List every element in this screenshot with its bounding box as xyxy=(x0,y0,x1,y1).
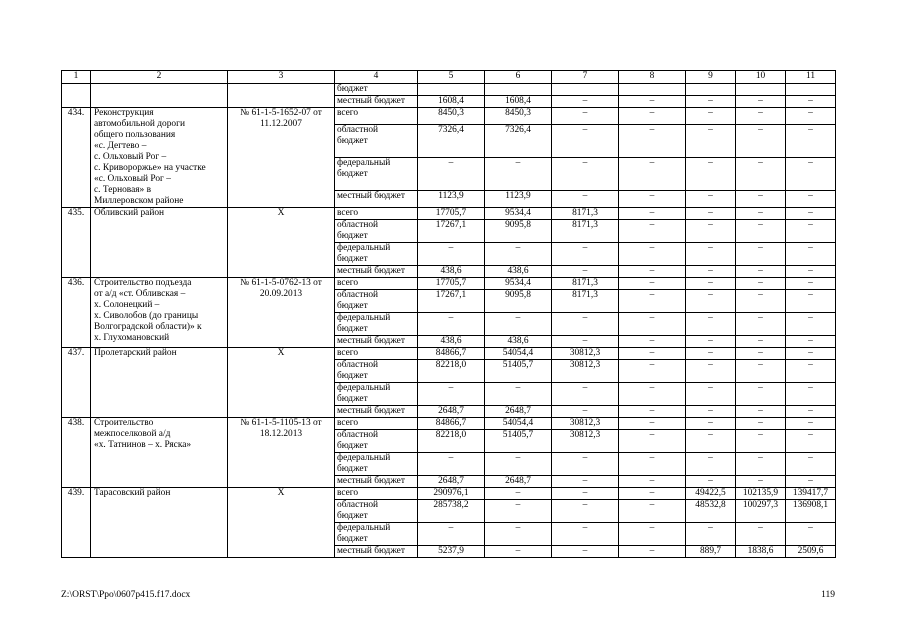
value-cell: – xyxy=(786,348,836,360)
value-cell: – xyxy=(786,336,836,348)
value-cell: – xyxy=(736,476,786,488)
row-number-cell: 436. xyxy=(62,278,91,348)
value-cell: 2648,7 xyxy=(485,406,552,418)
value-cell: 8171,3 xyxy=(552,278,619,290)
object-name-cell: Реконструкция автомобильной дороги общего пользования «с. Дегтево – с. Ольховый Рог – с. Кривороржье» на участке «с. Ольховый Рог – с. Терновая» в Миллеровском районе xyxy=(91,108,228,208)
value-cell: 8171,3 xyxy=(552,208,619,220)
value-cell: 8450,3 xyxy=(418,108,485,125)
value-cell: – xyxy=(619,266,686,278)
value-cell: – xyxy=(418,383,485,406)
value-cell: – xyxy=(736,266,786,278)
value-cell: – xyxy=(786,523,836,546)
value-cell: – xyxy=(485,500,552,523)
value-cell: 2509,6 xyxy=(786,546,836,558)
row-number-cell xyxy=(62,84,91,108)
funding-source-cell: бюджет xyxy=(335,84,418,96)
value-cell: – xyxy=(786,220,836,243)
value-cell: – xyxy=(686,243,736,266)
value-cell: – xyxy=(786,383,836,406)
value-cell: – xyxy=(552,266,619,278)
page-number: 119 xyxy=(821,590,835,600)
value-cell: 285738,2 xyxy=(418,500,485,523)
table-row xyxy=(62,348,836,360)
document-cell: № 61-1-5-0762-13 от 20.09.2013 xyxy=(228,278,335,348)
value-cell: – xyxy=(736,336,786,348)
value-cell: – xyxy=(736,108,786,125)
value-cell: – xyxy=(552,488,619,500)
value-cell: – xyxy=(552,108,619,125)
object-name-cell xyxy=(91,84,228,108)
value-cell: – xyxy=(619,453,686,476)
value-cell: – xyxy=(786,476,836,488)
value-cell: – xyxy=(619,290,686,313)
document-cell: Х xyxy=(228,208,335,278)
value-cell: – xyxy=(619,278,686,290)
funding-source-cell: местный бюджет xyxy=(335,546,418,558)
value-cell: – xyxy=(786,406,836,418)
value-cell: – xyxy=(619,406,686,418)
value-cell: – xyxy=(619,243,686,266)
value-cell: 5237,9 xyxy=(418,546,485,558)
value-cell: – xyxy=(619,523,686,546)
value-cell: 30812,3 xyxy=(552,360,619,383)
value-cell: 54054,4 xyxy=(485,418,552,430)
value-cell: 8450,3 xyxy=(485,108,552,125)
value-cell: 1123,9 xyxy=(418,190,485,207)
object-name-cell: Пролетарский район xyxy=(91,348,228,418)
value-cell: – xyxy=(786,125,836,158)
value-cell: 438,6 xyxy=(485,266,552,278)
value-cell: – xyxy=(736,430,786,453)
value-cell: – xyxy=(418,523,485,546)
value-cell: – xyxy=(552,383,619,406)
value-cell: 51405,7 xyxy=(485,360,552,383)
value-cell: – xyxy=(736,360,786,383)
value-cell: – xyxy=(686,418,736,430)
value-cell: – xyxy=(686,476,736,488)
column-number-header: 11 xyxy=(786,71,836,84)
value-cell: – xyxy=(418,243,485,266)
table-row xyxy=(62,108,836,125)
value-cell: – xyxy=(619,476,686,488)
value-cell: 136908,1 xyxy=(786,500,836,523)
value-cell: 54054,4 xyxy=(485,348,552,360)
object-name-cell: Тарасовский район xyxy=(91,488,228,558)
value-cell: – xyxy=(786,108,836,125)
value-cell: – xyxy=(736,190,786,207)
value-cell: – xyxy=(736,290,786,313)
value-cell: – xyxy=(686,266,736,278)
value-cell: 17267,1 xyxy=(418,220,485,243)
value-cell: – xyxy=(736,243,786,266)
row-number-cell: 435. xyxy=(62,208,91,278)
value-cell: – xyxy=(552,190,619,207)
funding-source-cell: областной бюджет xyxy=(335,500,418,523)
value-cell: 9095,8 xyxy=(485,290,552,313)
funding-source-cell: федеральный бюджет xyxy=(335,453,418,476)
value-cell: 1123,9 xyxy=(485,190,552,207)
value-cell: 438,6 xyxy=(418,336,485,348)
value-cell: 9095,8 xyxy=(485,220,552,243)
value-cell: 49422,5 xyxy=(686,488,736,500)
table-row xyxy=(62,418,836,430)
object-name-cell: Строительство межпоселковой а/д «х. Татнинов – х. Ряска» xyxy=(91,418,228,488)
funding-source-cell: всего xyxy=(335,278,418,290)
value-cell: 7326,4 xyxy=(485,125,552,158)
funding-source-cell: федеральный бюджет xyxy=(335,383,418,406)
value-cell: – xyxy=(686,157,736,190)
object-name-cell: Строительство подъезда от а/д «ст. Обливская – х. Солонецкий – х. Сиволобов (до границы Волгоградской области)» к х. Глухомановский xyxy=(91,278,228,348)
value-cell: – xyxy=(786,453,836,476)
value-cell: – xyxy=(736,523,786,546)
value-cell: – xyxy=(552,313,619,336)
value-cell: 102135,9 xyxy=(736,488,786,500)
value-cell: – xyxy=(736,383,786,406)
value-cell: – xyxy=(619,546,686,558)
value-cell: – xyxy=(786,278,836,290)
row-number-cell: 437. xyxy=(62,348,91,418)
funding-source-cell: местный бюджет xyxy=(335,336,418,348)
value-cell: – xyxy=(686,313,736,336)
value-cell: 30812,3 xyxy=(552,418,619,430)
value-cell: – xyxy=(552,96,619,108)
funding-source-cell: областной бюджет xyxy=(335,220,418,243)
funding-source-cell: местный бюджет xyxy=(335,96,418,108)
value-cell: – xyxy=(686,383,736,406)
column-number-header: 8 xyxy=(619,71,686,84)
value-cell: – xyxy=(485,383,552,406)
value-cell: – xyxy=(736,418,786,430)
value-cell: 8171,3 xyxy=(552,220,619,243)
value-cell: 84866,7 xyxy=(418,418,485,430)
value-cell: – xyxy=(736,125,786,158)
value-cell: 2648,7 xyxy=(418,476,485,488)
value-cell: – xyxy=(619,500,686,523)
value-cell: – xyxy=(686,96,736,108)
value-cell: – xyxy=(686,220,736,243)
document-cell: Х xyxy=(228,348,335,418)
value-cell: 8171,3 xyxy=(552,290,619,313)
column-number-header: 2 xyxy=(91,71,228,84)
column-number-header: 7 xyxy=(552,71,619,84)
value-cell: 1608,4 xyxy=(485,96,552,108)
value-cell: – xyxy=(552,546,619,558)
value-cell: – xyxy=(619,383,686,406)
value-cell xyxy=(686,84,736,96)
funding-source-cell: федеральный бюджет xyxy=(335,157,418,190)
value-cell: 17267,1 xyxy=(418,290,485,313)
value-cell: 1838,6 xyxy=(736,546,786,558)
column-number-header: 3 xyxy=(228,71,335,84)
value-cell: 1608,4 xyxy=(418,96,485,108)
table-row xyxy=(62,488,836,500)
header-row xyxy=(62,71,836,84)
value-cell: – xyxy=(485,313,552,336)
column-number-header: 1 xyxy=(62,71,91,84)
value-cell: – xyxy=(485,157,552,190)
value-cell: – xyxy=(619,336,686,348)
value-cell: – xyxy=(619,125,686,158)
value-cell: 30812,3 xyxy=(552,348,619,360)
value-cell: – xyxy=(686,290,736,313)
value-cell: – xyxy=(418,157,485,190)
value-cell: – xyxy=(552,523,619,546)
value-cell: 9534,4 xyxy=(485,278,552,290)
value-cell: – xyxy=(686,190,736,207)
row-number-cell: 434. xyxy=(62,108,91,208)
value-cell: – xyxy=(619,208,686,220)
funding-source-cell: всего xyxy=(335,348,418,360)
budget-table xyxy=(61,70,836,558)
document-cell: № 61-1-5-1105-13 от 18.12.2013 xyxy=(228,418,335,488)
column-number-header: 4 xyxy=(335,71,418,84)
funding-source-cell: всего xyxy=(335,488,418,500)
value-cell: – xyxy=(485,546,552,558)
document-cell: Х xyxy=(228,488,335,558)
value-cell: – xyxy=(736,157,786,190)
value-cell xyxy=(786,84,836,96)
value-cell: – xyxy=(686,360,736,383)
value-cell: 9534,4 xyxy=(485,208,552,220)
value-cell: – xyxy=(619,430,686,453)
value-cell: – xyxy=(686,336,736,348)
column-number-header: 10 xyxy=(736,71,786,84)
value-cell: – xyxy=(736,453,786,476)
value-cell: – xyxy=(552,157,619,190)
column-number-header: 6 xyxy=(485,71,552,84)
value-cell: – xyxy=(619,157,686,190)
value-cell: – xyxy=(736,348,786,360)
funding-source-cell: федеральный бюджет xyxy=(335,523,418,546)
value-cell: – xyxy=(736,406,786,418)
funding-source-cell: федеральный бюджет xyxy=(335,243,418,266)
object-name-cell: Обливский район xyxy=(91,208,228,278)
value-cell xyxy=(619,84,686,96)
value-cell: – xyxy=(418,453,485,476)
value-cell xyxy=(418,84,485,96)
value-cell: 2648,7 xyxy=(485,476,552,488)
value-cell: – xyxy=(485,523,552,546)
value-cell: – xyxy=(485,488,552,500)
footer-file-path: Z:\ORST\Ppo\0607p415.f17.docx xyxy=(61,590,191,600)
value-cell: – xyxy=(786,313,836,336)
value-cell: – xyxy=(619,313,686,336)
row-number-cell: 438. xyxy=(62,418,91,488)
value-cell: – xyxy=(786,243,836,266)
value-cell: – xyxy=(736,208,786,220)
table-row xyxy=(62,278,836,290)
value-cell: 17705,7 xyxy=(418,278,485,290)
value-cell: 82218,0 xyxy=(418,430,485,453)
value-cell: – xyxy=(619,190,686,207)
value-cell xyxy=(552,84,619,96)
value-cell: – xyxy=(619,348,686,360)
value-cell: 2648,7 xyxy=(418,406,485,418)
value-cell: – xyxy=(786,430,836,453)
value-cell: – xyxy=(619,108,686,125)
funding-source-cell: местный бюджет xyxy=(335,190,418,207)
value-cell: – xyxy=(786,190,836,207)
value-cell: – xyxy=(552,243,619,266)
funding-source-cell: областной бюджет xyxy=(335,125,418,158)
value-cell: 438,6 xyxy=(418,266,485,278)
column-number-header: 9 xyxy=(686,71,736,84)
funding-source-cell: областной бюджет xyxy=(335,360,418,383)
funding-source-cell: всего xyxy=(335,108,418,125)
value-cell xyxy=(485,84,552,96)
value-cell: – xyxy=(786,208,836,220)
value-cell: 438,6 xyxy=(485,336,552,348)
value-cell: – xyxy=(485,453,552,476)
value-cell: – xyxy=(418,313,485,336)
value-cell: – xyxy=(736,220,786,243)
value-cell: 889,7 xyxy=(686,546,736,558)
funding-source-cell: областной бюджет xyxy=(335,290,418,313)
value-cell: 30812,3 xyxy=(552,430,619,453)
value-cell: – xyxy=(736,278,786,290)
value-cell: 139417,7 xyxy=(786,488,836,500)
row-number-cell: 439. xyxy=(62,488,91,558)
value-cell: – xyxy=(786,290,836,313)
table-row xyxy=(62,208,836,220)
value-cell: 82218,0 xyxy=(418,360,485,383)
value-cell: – xyxy=(686,523,736,546)
funding-source-cell: местный бюджет xyxy=(335,476,418,488)
value-cell: 7326,4 xyxy=(418,125,485,158)
funding-source-cell: местный бюджет xyxy=(335,266,418,278)
value-cell: – xyxy=(686,108,736,125)
value-cell: – xyxy=(786,157,836,190)
value-cell: – xyxy=(786,266,836,278)
value-cell: 17705,7 xyxy=(418,208,485,220)
funding-source-cell: всего xyxy=(335,418,418,430)
value-cell: 290976,1 xyxy=(418,488,485,500)
funding-source-cell: всего xyxy=(335,208,418,220)
value-cell: 48532,8 xyxy=(686,500,736,523)
value-cell: – xyxy=(736,96,786,108)
value-cell: 84866,7 xyxy=(418,348,485,360)
value-cell: – xyxy=(552,336,619,348)
value-cell: – xyxy=(686,430,736,453)
document-cell: № 61-1-5-1652-07 от 11.12.2007 xyxy=(228,108,335,208)
document-cell xyxy=(228,84,335,108)
value-cell: – xyxy=(786,360,836,383)
value-cell: – xyxy=(552,125,619,158)
value-cell: 100297,3 xyxy=(736,500,786,523)
value-cell: – xyxy=(619,220,686,243)
value-cell: – xyxy=(686,125,736,158)
funding-source-cell: областной бюджет xyxy=(335,430,418,453)
value-cell: – xyxy=(552,500,619,523)
value-cell: – xyxy=(786,418,836,430)
value-cell: – xyxy=(686,406,736,418)
value-cell: – xyxy=(619,488,686,500)
value-cell: – xyxy=(786,96,836,108)
value-cell: – xyxy=(552,476,619,488)
value-cell: – xyxy=(552,406,619,418)
funding-source-cell: местный бюджет xyxy=(335,406,418,418)
value-cell: – xyxy=(686,453,736,476)
value-cell xyxy=(736,84,786,96)
column-number-header: 5 xyxy=(418,71,485,84)
value-cell: – xyxy=(619,96,686,108)
value-cell: – xyxy=(552,453,619,476)
table-row xyxy=(62,84,836,96)
value-cell: – xyxy=(736,313,786,336)
value-cell: – xyxy=(686,208,736,220)
funding-source-cell: федеральный бюджет xyxy=(335,313,418,336)
value-cell: – xyxy=(619,360,686,383)
value-cell: – xyxy=(485,243,552,266)
value-cell: – xyxy=(686,348,736,360)
value-cell: – xyxy=(686,278,736,290)
value-cell: 51405,7 xyxy=(485,430,552,453)
value-cell: – xyxy=(619,418,686,430)
